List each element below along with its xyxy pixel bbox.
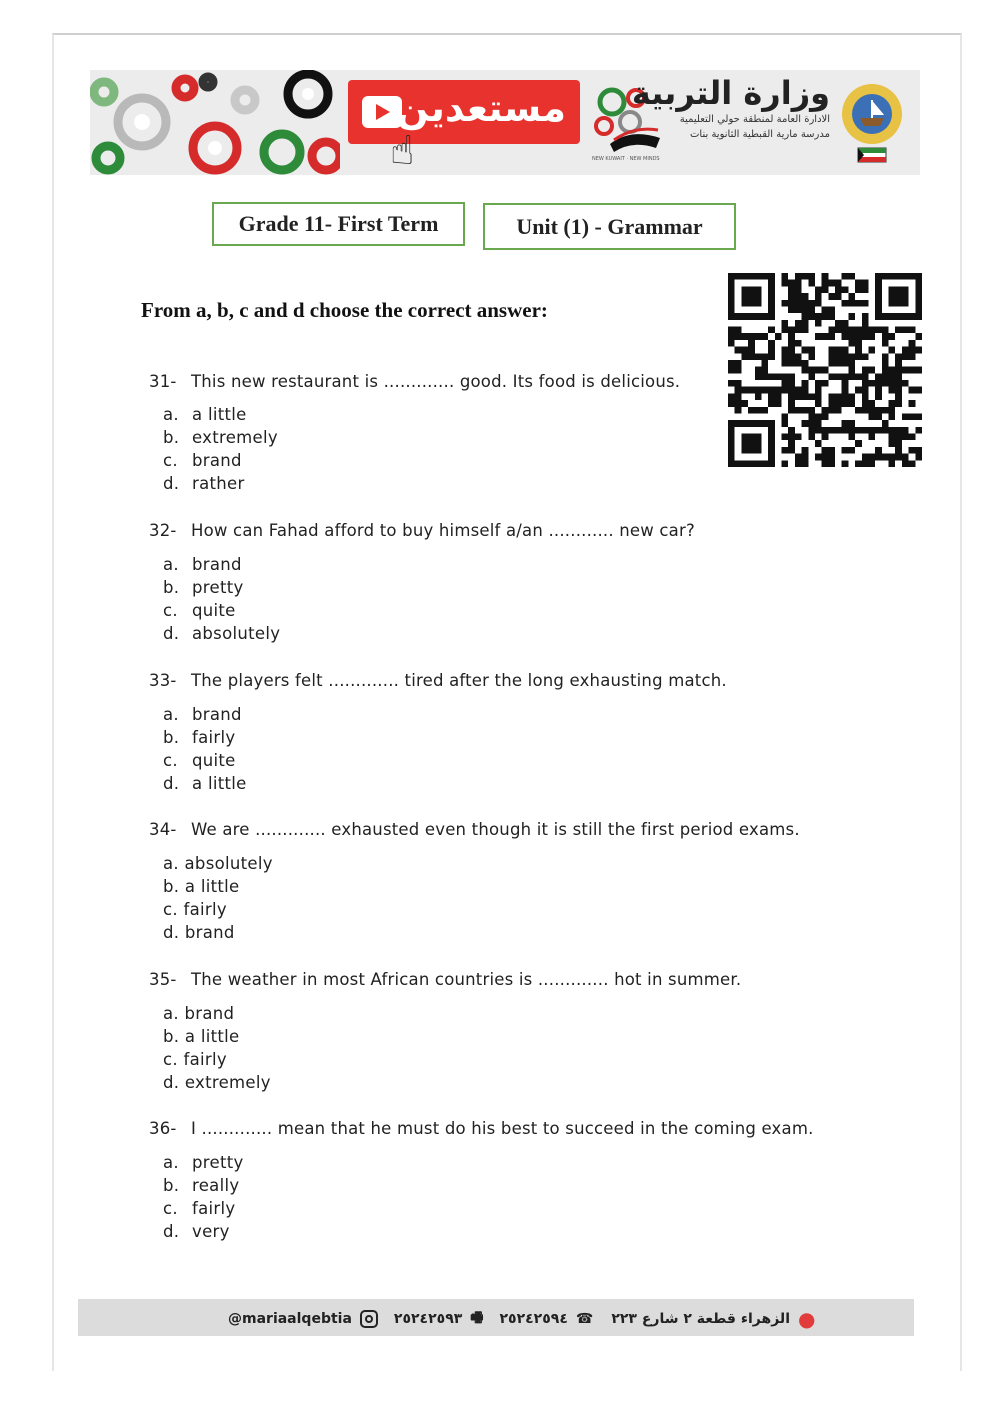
- option-34d[interactable]: d. brand: [163, 923, 235, 942]
- option-31c[interactable]: c. brand: [163, 451, 242, 470]
- option-34b[interactable]: b. a little: [163, 877, 240, 896]
- instagram-handle[interactable]: @mariaalqebtia: [228, 1311, 352, 1327]
- option-31a[interactable]: a. a little: [163, 405, 247, 424]
- question-33: 33- The players felt ............. tired after the long exhausting match.: [149, 671, 727, 690]
- footer-contact-bar: [78, 1299, 914, 1336]
- option-36c[interactable]: c. fairly: [163, 1199, 236, 1218]
- instructions-heading: From a, b, c and d choose the correct answer:: [141, 298, 548, 322]
- address: الزهراء قطعة ٢ شارع ٢٢٣: [611, 1311, 790, 1327]
- option-35a[interactable]: a. brand: [163, 1004, 235, 1023]
- unit-label: Unit (1) - Grammar: [483, 203, 736, 250]
- option-33c[interactable]: c. quite: [163, 751, 236, 770]
- option-34c[interactable]: c. fairly: [163, 900, 227, 919]
- school-name: مدرسة مارية القبطية الثانوية بنات: [690, 129, 830, 140]
- option-32c[interactable]: c. quite: [163, 601, 236, 620]
- svg-text:NEW KUWAIT · NEW MINDS: NEW KUWAIT · NEW MINDS: [592, 156, 660, 162]
- channel-name: مستعدين: [396, 86, 566, 130]
- ministry-block: [632, 74, 830, 140]
- option-32a[interactable]: a. brand: [163, 555, 242, 574]
- question-34: 34- We are ............. exhausted even though it is still the first period exams.: [149, 820, 800, 839]
- question-32: 32- How can Fahad afford to buy himself a/an ............ new car?: [149, 521, 695, 540]
- option-31d[interactable]: d. rather: [163, 474, 245, 493]
- option-34a[interactable]: a. absolutely: [163, 854, 273, 873]
- question-35: 35- The weather in most African countries is ............. hot in summer.: [149, 970, 742, 989]
- fax-icon: 🖷: [470, 1310, 484, 1326]
- option-35c[interactable]: c. fairly: [163, 1050, 227, 1069]
- option-35d[interactable]: d. extremely: [163, 1073, 271, 1092]
- option-31b[interactable]: b. extremely: [163, 428, 278, 447]
- option-32d[interactable]: d. absolutely: [163, 624, 281, 643]
- option-33b[interactable]: b. fairly: [163, 728, 236, 747]
- option-36a[interactable]: a. pretty: [163, 1153, 244, 1172]
- location-pin-icon: ●: [798, 1307, 816, 1331]
- instagram-icon: [360, 1310, 378, 1328]
- ministry-title: وزارة التربية: [631, 74, 830, 112]
- fax-number: ٢٥٢٤٢٥٩٣: [393, 1311, 463, 1327]
- question-31: 31- This new restaurant is ............. good. Its food is delicious.: [149, 372, 681, 391]
- option-36d[interactable]: d. very: [163, 1222, 230, 1241]
- phone-icon: ☎: [575, 1311, 594, 1327]
- hand-cursor-icon: ☝: [390, 128, 415, 174]
- youtube-channel-badge: [348, 80, 580, 144]
- question-36: 36- I ............. mean that he must do his best to succeed in the coming exam.: [149, 1119, 814, 1138]
- option-33a[interactable]: a. brand: [163, 705, 242, 724]
- option-32b[interactable]: b. pretty: [163, 578, 244, 597]
- grade-term-label: Grade 11- First Term: [212, 202, 465, 246]
- gears-graphic: [90, 70, 340, 175]
- kuwait-emblem-icon: [838, 78, 906, 166]
- phone-number: ٢٥٢٤٢٥٩٤: [499, 1311, 568, 1327]
- option-36b[interactable]: b. really: [163, 1176, 240, 1195]
- qr-code[interactable]: [728, 273, 922, 467]
- option-35b[interactable]: b. a little: [163, 1027, 240, 1046]
- header-banner: [90, 70, 920, 175]
- ministry-department: الادارة العامة لمنطقة حولي التعليمية: [679, 114, 830, 125]
- option-33d[interactable]: d. a little: [163, 774, 247, 793]
